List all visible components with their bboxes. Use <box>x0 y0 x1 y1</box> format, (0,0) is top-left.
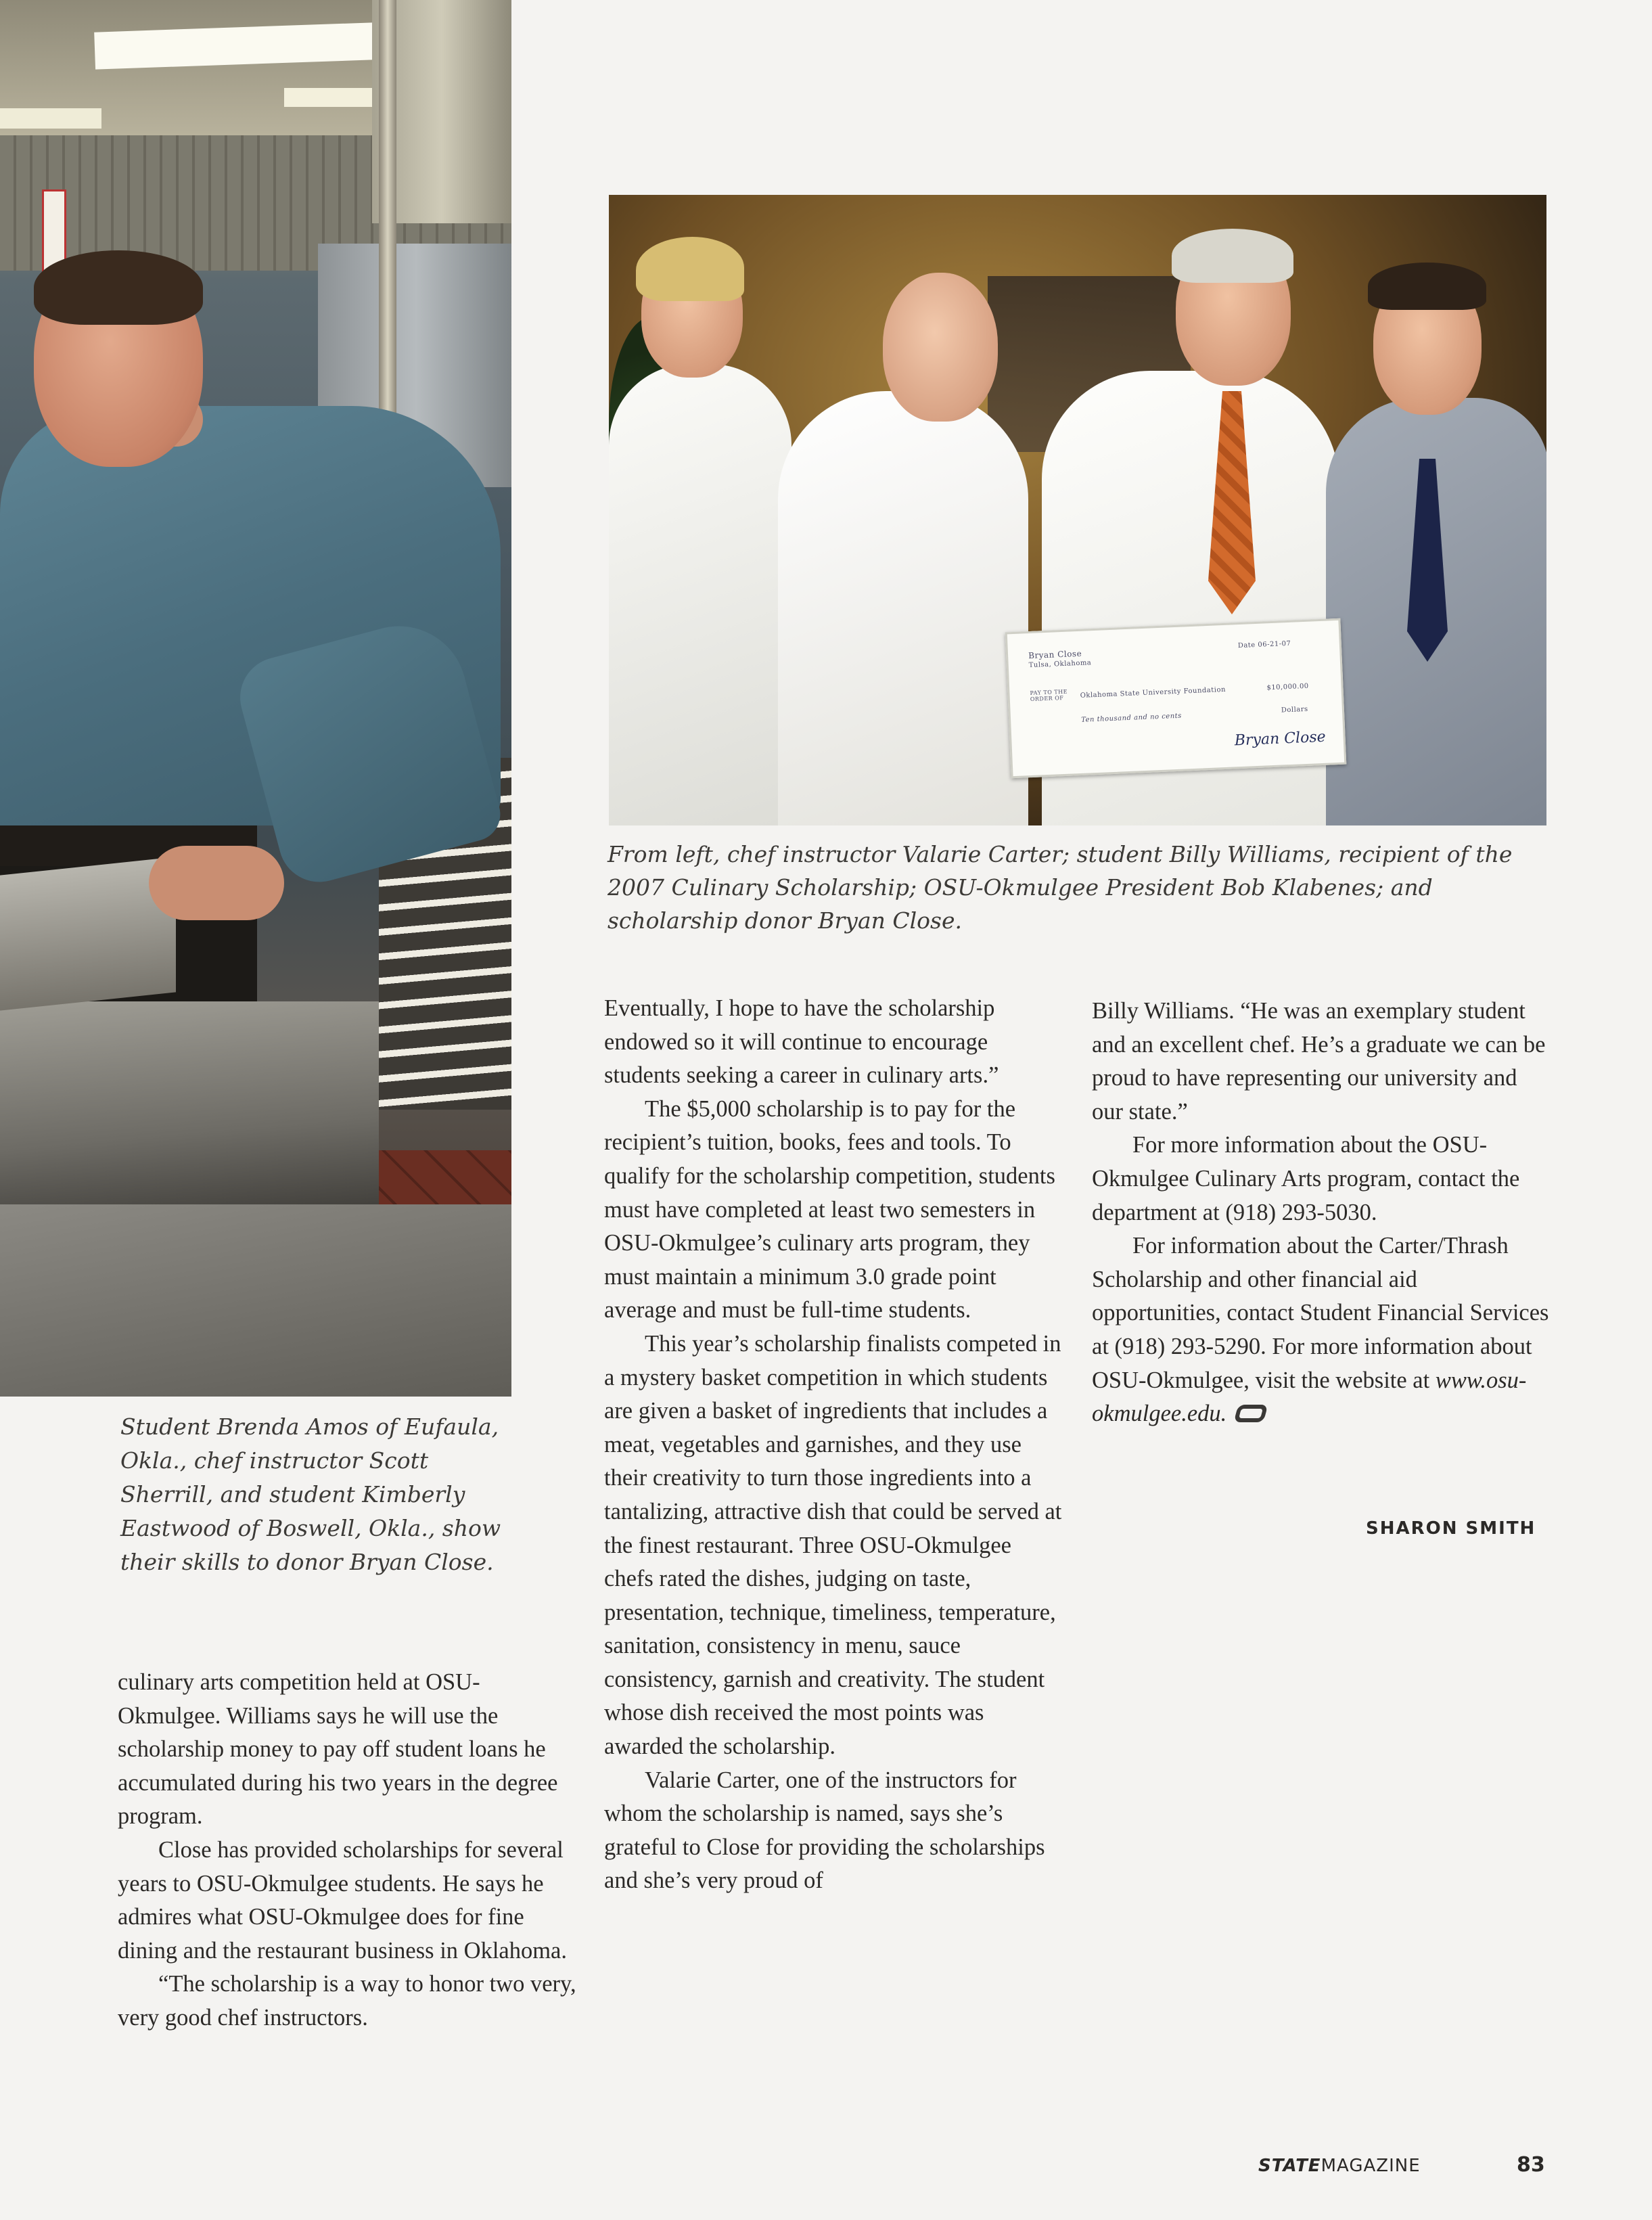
steel-counter <box>0 1001 379 1218</box>
kitchen-photo <box>0 0 511 1397</box>
person-hair <box>1172 229 1293 283</box>
person-hair <box>1368 263 1486 310</box>
paragraph: Billy Williams. “He was an exemplary student and an excellent chef. He’s a graduate we can be proud to have representing our university and our state.” <box>1092 998 1546 1125</box>
ceiling-light <box>0 108 101 129</box>
paragraph: This year’s scholarship finalists competed in a mystery basket competition in which students are given a basket of ingredients that includes a meat, vegetables and garnishes, and they use their creativity to turn those ingredients into a tantalizing, attractive dish that could be served at the finest restaurant. Three OSU-Okmulgee chefs rated the dishes, judging on taste, presentation, technique, timeliness, temperature, sanitation, consistency in menu, sauce consistency, garnish and creativity. The student whose dish received the most points was awarded the scholarship. <box>604 1330 1062 1760</box>
steel-counter <box>0 1204 511 1397</box>
photo-caption-left: Student Brenda Amos of Eufaula, Okla., chef instructor Scott Sherrill, and student Kimberly Eastwood of Boswell, Okla., show their skills to donor Bryan Close. <box>120 1413 501 1575</box>
author-byline: SHARON SMITH <box>1366 1518 1536 1539</box>
chef-coat <box>609 364 791 825</box>
paragraph-text: For information about the Carter/Thrash Scholarship and other financial aid opportunities, contact Student Financial Services at (918) 293-5290. For more information about OSU-Okmulgee, visit the website at <box>1092 1233 1549 1393</box>
check-payer: Bryan Close <box>1028 648 1082 661</box>
person-hand <box>149 846 284 920</box>
check-amount: $10,000.00 <box>1266 682 1309 692</box>
paragraph: Valarie Carter, one of the instructors for whom the scholarship is named, says she’s grateful to Close for providing the scholarships and she’s very proud of <box>604 1767 1045 1894</box>
end-mark-icon <box>1234 1405 1268 1422</box>
page-number: 83 <box>1517 2153 1545 2177</box>
website-link[interactable]: www.osu-okmulgee.edu <box>1092 1367 1527 1427</box>
brand-name: STATE <box>1258 2156 1321 2176</box>
magazine-brand <box>1258 2156 1421 2176</box>
check-signature: Bryan Close <box>1234 728 1327 750</box>
check-amount-words: Ten thousand and no cents <box>1081 712 1183 724</box>
paragraph: Close has provided scholarships for several years to OSU-Okmulgee students. He says he admires what OSU-Okmulgee does for fine dining and the restaurant business in Oklahoma. <box>118 1836 567 1964</box>
ceiling-light <box>284 88 386 107</box>
check-date: Date 06-21-07 <box>1237 639 1291 650</box>
check-dollars-label: Dollars <box>1281 705 1308 715</box>
person-hair <box>636 237 744 301</box>
paragraph: The $5,000 scholarship is to pay for the recipient’s tuition, books, fees and tools. To qualify for the scholarship competition, students must have completed at least two semesters in OSU-Okmulgee’s culinary arts program, they must maintain a minimum 3.0 grade point average and must be full-time students. <box>604 1095 1055 1323</box>
paragraph: “The scholarship is a way to honor two very, very good chef instructors. <box>118 1971 576 2031</box>
paragraph <box>1092 1229 1552 1431</box>
paragraph: Eventually, I hope to have the scholarship endowed so it will continue to encourage students seeking a career in culinary arts.” <box>604 995 999 1089</box>
brand-suffix: MAGAZINE <box>1321 2156 1421 2176</box>
photo-caption-right: From left, chef instructor Valarie Carter; student Billy Williams, recipient of the 2007 Culinary Scholarship; OSU-Okmulgee President Bob Klabenes; and scholarship donor Bryan Close. <box>607 841 1513 934</box>
check-payee: Oklahoma State University Foundation <box>1080 685 1226 700</box>
chef-coat <box>778 391 1028 825</box>
check-pay-to-label: PAY TO THE ORDER OF <box>1030 688 1068 703</box>
paragraph-end: . <box>1220 1401 1227 1427</box>
person-hair <box>34 250 203 325</box>
paragraph: culinary arts competition held at OSU-Okmulgee. Williams says he will use the scholarship money to pay off student loans he accumulated during his two years in the degree program. <box>118 1669 558 1830</box>
check-payer-city: Tulsa, Oklahoma <box>1028 659 1092 670</box>
person-head <box>883 273 998 422</box>
article-column-right <box>1092 995 1552 1431</box>
paragraph: For more information about the OSU-Okmulgee Culinary Arts program, contact the department at (918) 293-5030. <box>1092 1132 1520 1225</box>
group-photo <box>609 195 1546 825</box>
article-column-middle <box>604 992 1064 1898</box>
oversized-check <box>1005 618 1347 779</box>
article-column-left <box>118 1666 578 2035</box>
